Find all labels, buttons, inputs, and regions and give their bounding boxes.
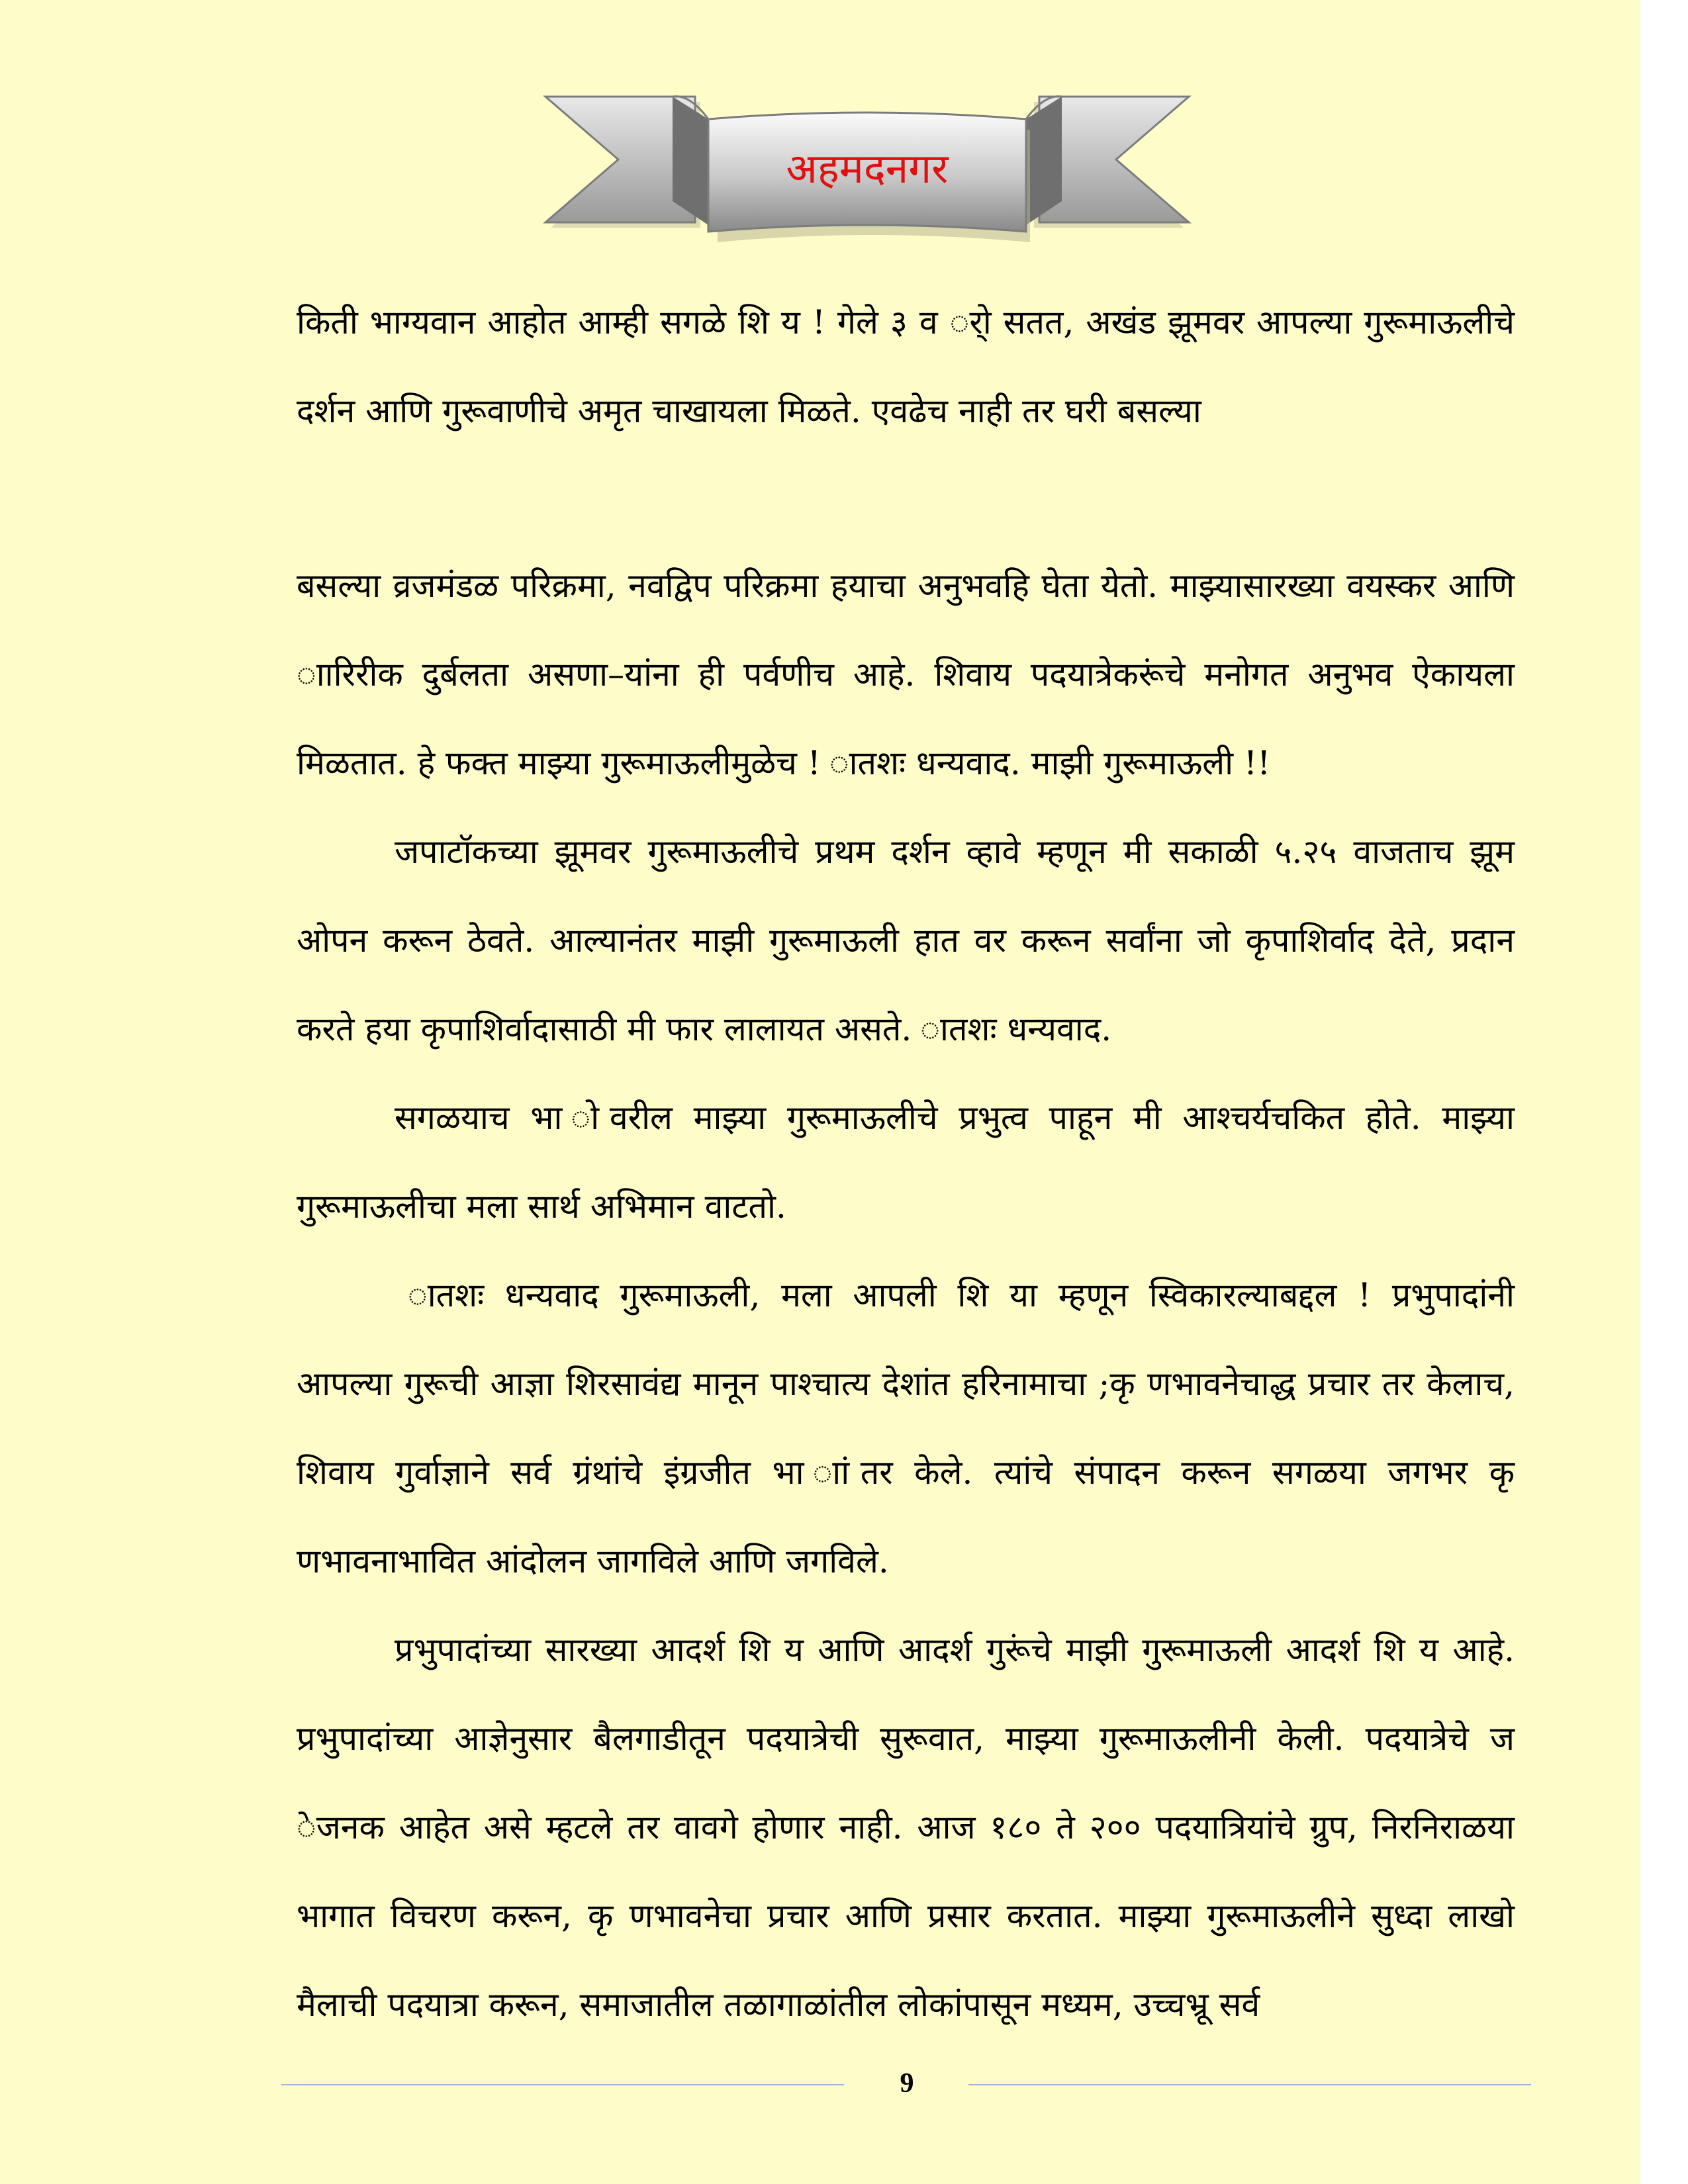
footer-divider-right	[968, 2084, 1531, 2085]
banner-title: अहमदनगर	[786, 144, 949, 193]
paragraph-1: किती भाग्यवान आहोत आम्ही सगळे शि य ! गेले ३ व र्ो सतत, अखंड झूमवर आपल्या गुरूमाऊलीचे दर्शन आणि गुरूवाणीचे अमृत चाखायला मिळते. एवढेच नाही तर घरी बसल्या	[297, 303, 1515, 430]
body-text	[297, 278, 1515, 2049]
footer-divider-left	[281, 2084, 844, 2085]
paragraph-5: ातशः धन्यवाद गुरूमाऊली, मला आपली शि या म्हणून स्विकारल्याबद्दल ! प्रभुपादांनी आपल्या गुरूची आज्ञा शिरसावंद्य मानून पाश्चात्य देशांत हरिनामाचा ;कृ णभावनेचाद्ध प्रचार तर केलाच, शिवाय गुर्वाज्ञाने सर्व ग्रंथांचे इंग्रजीत भा ाांतर केले. त्यांचे संपादन करून सगळया जगभर कृ णभावनाभावित आंदोलन जागविले आणि जगविले.	[297, 1276, 1515, 1580]
paragraph-6: प्रभुपादांच्या सारख्या आदर्श शि य आणि आदर्श गुरूंचे माझी गुरूमाऊली आदर्श शि य आहे. प्रभुपादांच्या आज्ञेनुसार बैलगाडीतून पदयात्रेची सुरूवात, माझ्या गुरूमाऊलीनी केली. पदयात्रेचे ज ेजनक आहेत असे म्हटले तर वावगे होणार नाही. आज १८० ते २०० पदयात्रियांचे ग्रुप, निरनिराळया भागात विचरण करून, कृ णभावनेचा प्रचार आणि प्रसार करतात. माझ्या गुरूमाऊलीने सुध्दा लाखो मैलाची पदयात्रा करून, समाजातील तळागाळांतील लोकांपासून मध्यम, उच्चभ्रू सर्व	[297, 1631, 1515, 2024]
paragraph-3: जपाटॉकच्या झूमवर गुरूमाऊलीचे प्रथम दर्शन व्हावे म्हणून मी सकाळी ५.२५ वाजताच झूम ओपन करून ठेवते. आल्यानंतर माझी गुरूमाऊली हात वर करून सर्वांना जो कृपाशिर्वाद देते, प्रदान करते हया कृपाशिर्वादासाठी मी फार लालायत असते. ातशः धन्यवाद.	[297, 833, 1515, 1048]
paragraph-4: सगळयाच भा ोवरील माझ्या गुरूमाऊलीचे प्रभुत्व पाहून मी आश्चर्यचकित होते. माझ्या गुरूमाऊलीचा मला सार्थ अभिमान वाटतो.	[297, 1099, 1515, 1226]
page-margin-strip	[1640, 0, 1688, 2184]
page-number: 9	[900, 2068, 914, 2099]
title-ribbon-banner	[543, 93, 1192, 251]
paragraph-2: बसल्या व्रजमंडळ परिक्रमा, नवद्विप परिक्रमा हयाचा अनुभवहि घेता येतो. माझ्यासारख्या वयस्कर आणि ाारिरीक दुर्बलता असणा–यांना ही पर्वणीच आहे. शिवाय पदयात्रेकरूंचे मनोगत अनुभव ऐकायला मिळतात. हे फक्त माझ्या गुरूमाऊलीमुळेच ! ातशः धन्यवाद. माझी गुरूमाऊली !!	[297, 567, 1515, 782]
